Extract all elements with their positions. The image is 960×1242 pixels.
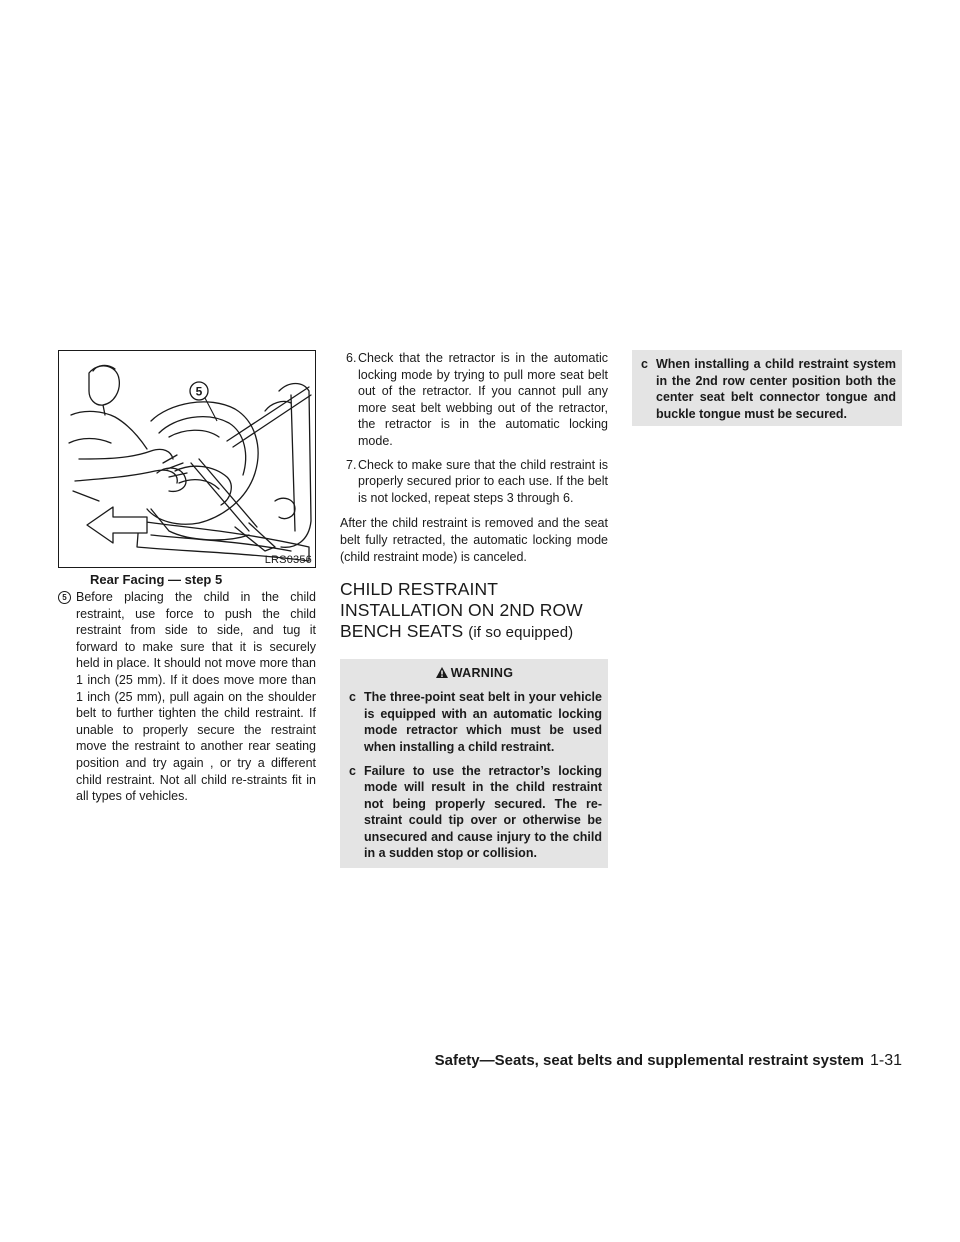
step-5 — [58, 589, 316, 805]
note-text: When installing a child restraint system in the 2nd row center position both the center seat belt connector tongue and buckle tongue must be secured. — [656, 357, 896, 421]
middle-column — [340, 350, 608, 868]
bullet-mark: c — [349, 690, 356, 705]
step-5-badge: 5 — [58, 591, 71, 604]
figure-code: LRS0356 — [264, 554, 312, 566]
warning-bullet-2-text: Failure to use the retractor’s locking mode will result in the child restraint not being properly secured. The re-straint could tip over or otherwise be unsecured and cause injury to the child in a sudden stop or collision. — [364, 763, 602, 861]
bullet-mark: c — [349, 763, 356, 778]
step-6-text: Check that the retractor is in the automatic locking mode by trying to pull more seat belt out of the retractor. If you cannot pull any more seat belt webbing out of the retractor, the retractor is in the automatic locking mode. — [358, 351, 608, 448]
warning-title: WARNING — [450, 666, 514, 681]
footer-section-title: Safety—Seats, seat belts and supplemental restraint system — [434, 1052, 864, 1069]
figure-caption: Rear Facing — step 5 — [90, 572, 223, 587]
step-6 — [340, 350, 608, 450]
section-heading — [340, 579, 608, 643]
warning-bullet-1-text: The three-point seat belt in your vehicle is equipped with an automatic locking mode retractor which must be used when installing a child restraint. — [364, 690, 602, 754]
warning-header — [346, 665, 602, 683]
left-column — [58, 350, 316, 805]
step-7-text: Check to make sure that the child restraint is properly secured prior to each use. If the belt is not locked, repeat steps 3 through 6. — [358, 457, 608, 505]
note-bullet — [638, 356, 896, 422]
page-number: 1-31 — [869, 1052, 902, 1069]
child-seat-drawing — [59, 351, 315, 567]
warning-bullet-2 — [346, 763, 602, 863]
figure-callout: 5 — [195, 384, 203, 399]
section-heading-main: CHILD RESTRAINT INSTALLATION ON 2ND ROW BENCH SEATS — [340, 579, 583, 642]
step-7-number: 7. — [346, 457, 357, 472]
page-footer — [390, 1052, 902, 1070]
warning-bullet-1 — [346, 689, 602, 755]
warning-box — [340, 659, 608, 868]
section-heading-paren: (if so equipped) — [468, 624, 574, 642]
step-5-text: Before placing the child in the child restraint, use force to push the child restraint from side to side, and tug it forward to make sure that it is securely held in place. It should not move more than 1 inch (25 mm). If it does move more than 1 inch (25 mm), pull again on the shoulder belt to further tighten the child restraint. If unable to properly secure the restraint move the restraint to another rear seating position and try again , or try a different child restraint. Not all child re-straints fit in all types of vehicles. — [76, 590, 316, 804]
right-column — [632, 350, 902, 426]
step-7 — [340, 457, 608, 507]
bullet-mark: c — [641, 357, 648, 371]
after-removal-paragraph: After the child restraint is removed and the seat belt fully retracted, the automatic locking mode (child restraint mode) is canceled. — [340, 516, 608, 564]
step-6-number: 6. — [346, 351, 357, 365]
warning-triangle-icon — [435, 666, 449, 683]
rear-facing-illustration — [58, 350, 316, 568]
installation-note-box — [632, 350, 902, 426]
